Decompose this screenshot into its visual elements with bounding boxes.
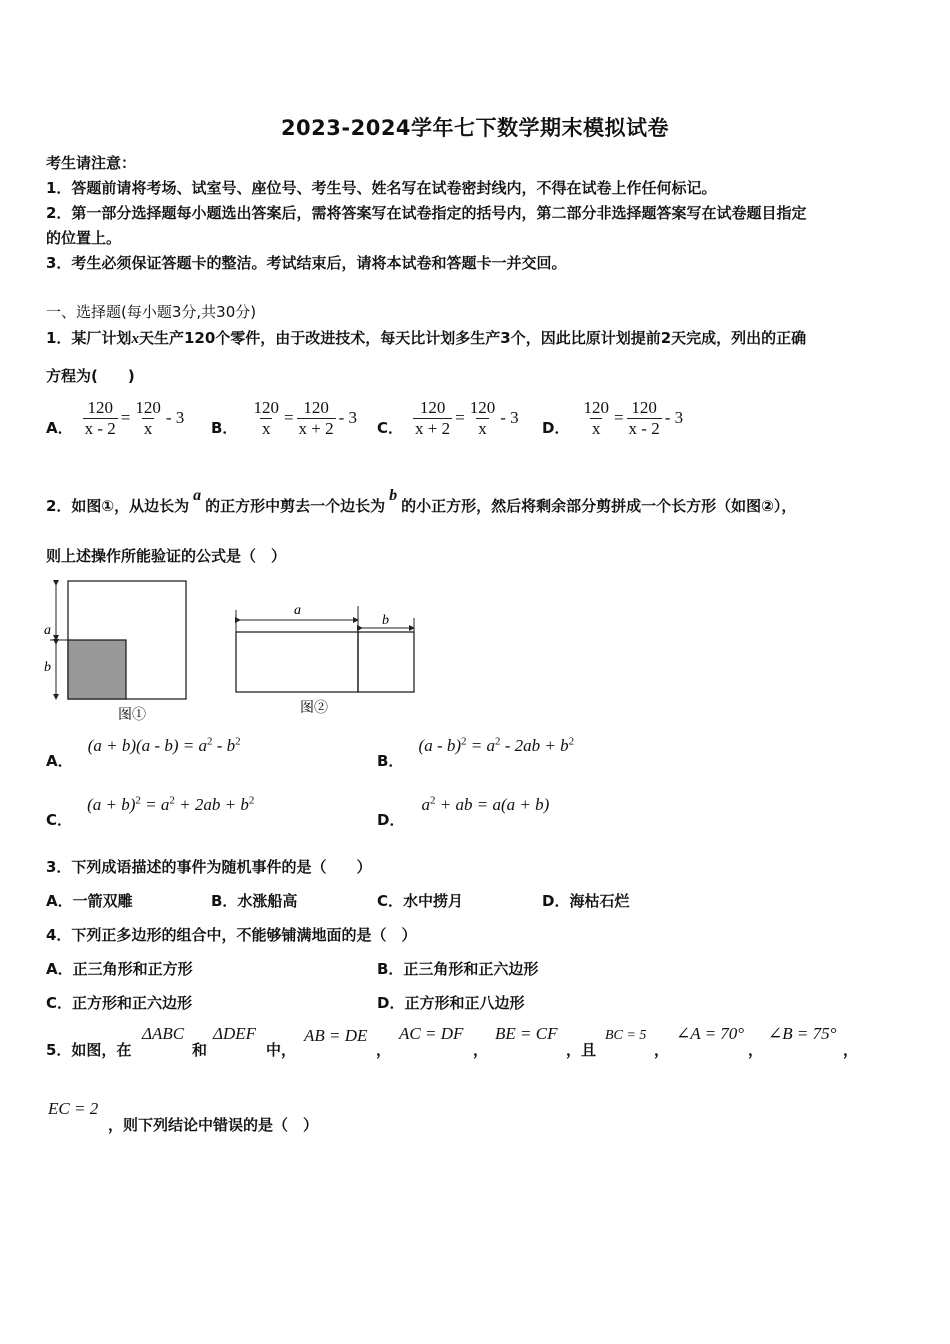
notice-item-2-cont: 的位置上。 <box>46 229 122 247</box>
q2-var-a: a <box>193 487 202 504</box>
q3-option-d[interactable]: D．海枯石烂 <box>542 892 630 910</box>
fig2-label-a: a <box>294 603 301 618</box>
q2-c-exp-1: 2 <box>135 794 141 807</box>
notice-item-1: 1．答题前请将考场、试室号、座位号、考生号、姓名写在试卷密封线内，不得在试卷上作任何标记。 <box>46 179 717 197</box>
q3-option-c[interactable]: C．水中捞月 <box>377 892 464 910</box>
q1-c-right-numerator: 120 <box>469 398 496 417</box>
q3-option-b[interactable]: B．水涨船高 <box>211 892 298 910</box>
q5-eq-ac-df: AC = DF <box>399 1024 464 1043</box>
q2-c-expr-2: = a <box>140 795 170 814</box>
q1-b-left-denominator: x <box>261 418 271 438</box>
q2-text-1: 2．如图①，从边长为 <box>46 497 190 515</box>
q5-triangle-abc: ΔABC <box>142 1024 185 1043</box>
q5-angle-a: ∠A = 70° <box>676 1024 745 1043</box>
q1-option-d-label: D． <box>542 418 570 437</box>
q2-a-expr-1: (a + b)(a - b) = a <box>87 736 207 755</box>
q1-option-a[interactable] <box>46 398 187 438</box>
q1-line1 <box>46 327 806 348</box>
q5-eq-be-cf: BE = CF <box>495 1024 558 1043</box>
q2-d-expr-2: + ab = a(a + b) <box>435 795 550 814</box>
q1-c-tail: - 3 <box>500 408 519 428</box>
q2-d-expr-1: a <box>421 795 431 814</box>
q1-b-right-numerator: 120 <box>303 398 329 417</box>
fig1-label-b: b <box>44 660 51 675</box>
q2-a-expr-2: - b <box>212 736 236 755</box>
q1-c-left-numerator: 120 <box>419 398 446 417</box>
q2-option-b-label: B． <box>377 752 404 770</box>
q5-comma-4: ， <box>748 1041 764 1059</box>
q5-prefix: 5．如图，在 <box>46 1041 132 1059</box>
q2-b-exp-1: 2 <box>461 735 467 748</box>
page-title: 2023-2024学年七下数学期末模拟试卷 <box>280 116 670 140</box>
q1-line2: 方程为( ) <box>46 367 135 385</box>
q1-a-right-numerator: 120 <box>135 398 161 417</box>
notice-heading: 考生请注意： <box>46 154 137 172</box>
q1-option-d[interactable] <box>542 398 686 438</box>
q5-comma-3: ， <box>654 1041 670 1059</box>
q5-qie: ，且 <box>566 1041 597 1059</box>
q5-comma-1: ， <box>376 1041 392 1059</box>
q4-option-c[interactable]: C．正方形和正六边形 <box>46 994 193 1012</box>
q1-option-b-label: B． <box>211 418 238 437</box>
q1-d-left-numerator: 120 <box>583 398 609 417</box>
q4-option-d[interactable]: D．正方形和正八边形 <box>377 994 525 1012</box>
q2-option-c-label: C． <box>46 811 73 829</box>
long-rectangle <box>236 632 358 692</box>
q2-option-a[interactable] <box>46 735 241 770</box>
q4-question: 4．下列正多边形的组合中，不能够铺满地面的是（ ） <box>46 926 417 944</box>
q1-text-b: 天生产120个零件，由于改进技术，每天比计划多生产3个，因此比原计划提前2天完成，列出的正确 <box>138 329 807 347</box>
q1-a-tail: - 3 <box>165 408 185 428</box>
q2-b-exp-2: 2 <box>495 735 501 748</box>
q5-triangle-def: ΔDEF <box>213 1024 257 1043</box>
q2-option-c[interactable] <box>46 794 255 829</box>
q2-b-expr-3: - 2ab + b <box>500 736 569 755</box>
fig1-label-a: a <box>44 623 51 638</box>
q1-option-c[interactable] <box>377 398 522 438</box>
q5-angle-b: ∠B = 75° <box>768 1024 837 1043</box>
q5-eq-ab-de: AB = DE <box>304 1026 368 1045</box>
q1-c-right-denominator: x <box>478 418 487 438</box>
q1-b-right-denominator: x + 2 <box>298 418 334 438</box>
q2-d-exp-1: 2 <box>430 794 436 807</box>
q1-a-equals: = <box>120 408 131 428</box>
q5-ec: EC = 2 <box>48 1099 99 1118</box>
q2-text-2: 的正方形中剪去一个边长为 <box>205 497 386 515</box>
notice-item-3: 3．考生必须保证答题卡的整洁。考试结束后，请将本试卷和答题卡一并交回。 <box>46 254 567 272</box>
q2-line1 <box>46 484 797 515</box>
q2-c-exp-2: 2 <box>169 794 175 807</box>
q1-b-left-numerator: 120 <box>253 398 279 417</box>
q1-b-tail: - 3 <box>338 408 358 428</box>
q1-a-right-denominator: x <box>143 418 153 438</box>
q1-d-tail: - 3 <box>664 408 684 428</box>
q5-comma-5: ， <box>843 1041 859 1059</box>
q1-text-a: 1．某厂计划 <box>46 329 132 347</box>
q1-d-right-numerator: 120 <box>631 398 657 417</box>
q1-b-equals: = <box>283 408 294 428</box>
q2-var-b: b <box>389 487 398 504</box>
q5-suffix: ，则下列结论中错误的是（ ） <box>108 1116 319 1134</box>
q4-option-b[interactable]: B．正三角形和正六边形 <box>377 960 539 978</box>
section-heading: 一、选择题(每小题3分,共30分) <box>46 303 257 321</box>
q1-c-equals: = <box>455 408 465 428</box>
figure-2 <box>228 598 423 718</box>
q4-option-a[interactable]: A．正三角形和正方形 <box>46 960 193 978</box>
q1-a-left-numerator: 120 <box>87 398 113 417</box>
q1-d-left-denominator: x <box>591 418 601 438</box>
q1-d-right-denominator: x - 2 <box>628 418 660 438</box>
q5-mid: 中， <box>266 1041 297 1059</box>
q2-b-expr-1: (a - b) <box>418 736 462 755</box>
fig1-caption: 图① <box>118 708 146 723</box>
q1-var-x: x <box>131 331 139 347</box>
q1-a-left-denominator: x - 2 <box>84 418 116 438</box>
q2-option-b[interactable] <box>377 735 575 770</box>
q2-option-a-label: A． <box>46 752 73 770</box>
fig2-label-b: b <box>382 613 389 628</box>
q2-b-expr-2: = a <box>466 736 495 755</box>
figure-1 <box>40 574 200 724</box>
q1-option-b[interactable] <box>211 398 360 438</box>
q1-option-c-label: C． <box>377 418 404 437</box>
q2-option-d-label: D． <box>377 811 405 829</box>
q2-b-exp-3: 2 <box>568 735 575 748</box>
q2-c-exp-3: 2 <box>248 794 255 807</box>
q1-option-a-label: A． <box>46 418 73 437</box>
q2-c-expr-1: (a + b) <box>87 795 136 814</box>
q2-c-expr-3: + 2ab + b <box>174 795 249 814</box>
notice-item-2: 2．第一部分选择题每小题选出答案后，需将答案写在试卷指定的括号内，第二部分非选择题答案写在试卷题目指定 <box>46 204 807 222</box>
q2-a-exp-1: 2 <box>206 735 213 748</box>
short-rectangle <box>358 632 414 692</box>
q1-d-equals: = <box>613 408 624 428</box>
q2-text-3: 的小正方形，然后将剩余部分剪拼成一个长方形（如图②）， <box>401 497 797 515</box>
q5-comma-2: ， <box>473 1041 489 1059</box>
small-square <box>68 640 126 699</box>
q2-line2: 则上述操作所能验证的公式是（ ） <box>46 547 287 565</box>
fig2-caption: 图② <box>300 701 328 716</box>
q3-question: 3．下列成语描述的事件为随机事件的是（ ） <box>46 858 372 876</box>
q1-c-left-denominator: x + 2 <box>415 418 451 438</box>
q2-option-d[interactable] <box>377 794 550 829</box>
q3-option-a[interactable]: A．一箭双雕 <box>46 892 133 910</box>
q2-a-exp-2: 2 <box>235 735 241 748</box>
q5-and: 和 <box>192 1041 208 1059</box>
q5-bc: BC = 5 <box>605 1028 647 1043</box>
